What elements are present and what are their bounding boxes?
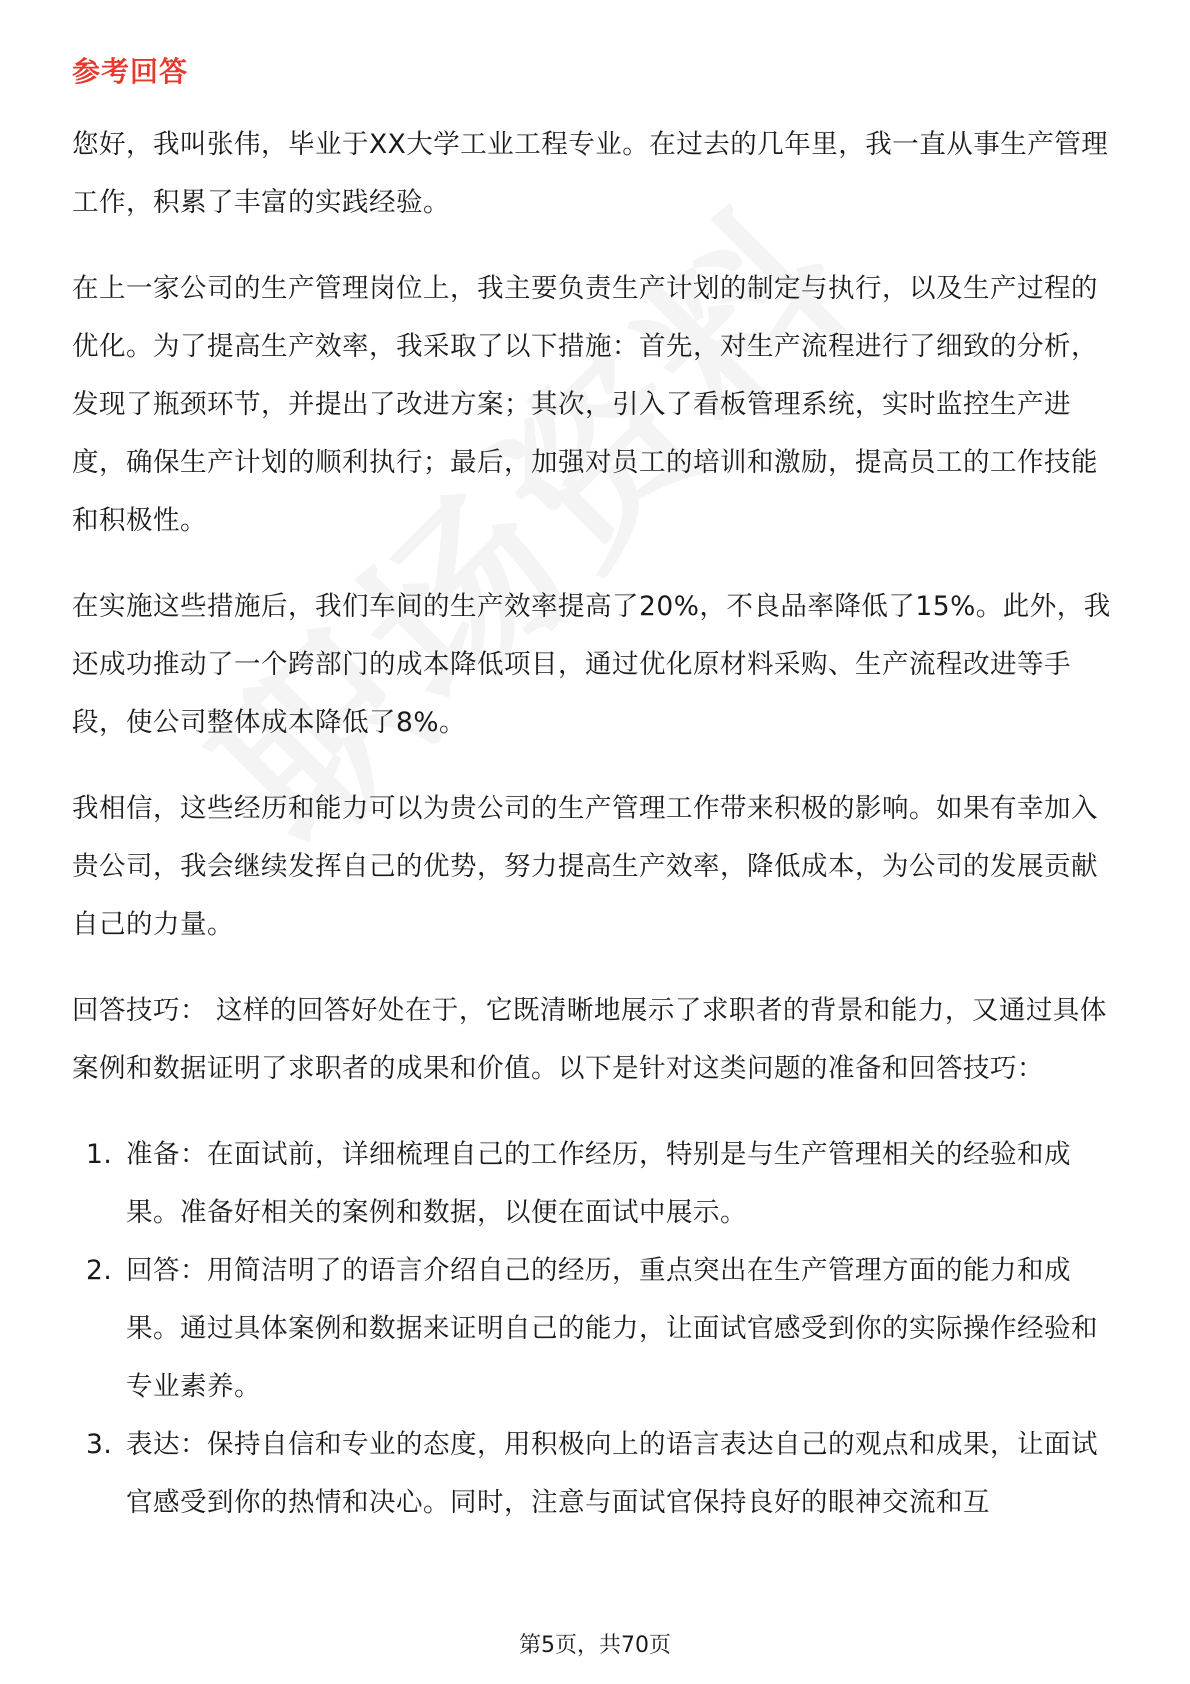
paragraph-experience: 在上一家公司的生产管理岗位上，我主要负责生产计划的制定与执行，以及生产过程的优化。为了提高生产效率，我采取了以下措施：首先，对生产流程进行了细致的分析，发现了瓶颈环节，并提出了改进方案；其次，引入了看板管理系统，实时监控生产进度，确保生产计划的顺利执行；最后，加强对员工的培训和激励，提高员工的工作技能和积极性。 [72,273,1098,536]
list-item [72,1126,1122,1242]
paragraph-conclusion: 我相信，这些经历和能力可以为贵公司的生产管理工作带来积极的影响。如果有幸加入贵公司，我会继续发挥自己的优势，努力提高生产效率，降低成本，为公司的发展贡献自己的力量。 [72,793,1098,940]
list-item [72,1242,1122,1416]
list-item-number: 1. [86,1139,113,1170]
answer-body [72,116,1122,1532]
tips-list [72,1126,1122,1532]
section-heading: 参考回答 [72,55,189,88]
page-number: 第5页，共70页 [519,1633,671,1658]
list-item-text: 表达：保持自信和专业的态度，用积极向上的语言表达自己的观点和成果，让面试官感受到你的热情和决心。同时，注意与面试官保持良好的眼神交流和互 [126,1429,1098,1518]
paragraph-intro: 您好，我叫张伟，毕业于XX大学工业工程专业。在过去的几年里，我一直从事生产管理工作，积累了丰富的实践经验。 [72,129,1109,218]
list-item [72,1416,1122,1532]
list-item-text: 回答：用简洁明了的语言介绍自己的经历，重点突出在生产管理方面的能力和成果。通过具体案例和数据来证明自己的能力，让面试官感受到你的实际操作经验和专业素养。 [126,1255,1098,1402]
list-item-number: 2. [86,1255,113,1286]
list-item-text: 准备：在面试前，详细梳理自己的工作经历，特别是与生产管理相关的经验和成果。准备好相关的案例和数据，以便在面试中展示。 [126,1139,1071,1228]
list-item-number: 3. [86,1429,113,1460]
paragraph-tips-intro: 回答技巧： 这样的回答好处在于，它既清晰地展示了求职者的背景和能力，又通过具体案例和数据证明了求职者的成果和价值。以下是针对这类问题的准备和回答技巧： [72,995,1107,1084]
paragraph-results: 在实施这些措施后，我们车间的生产效率提高了20%，不良品率降低了15%。此外，我还成功推动了一个跨部门的成本降低项目，通过优化原材料采购、生产流程改进等手段，使公司整体成本降低了8%。 [72,591,1111,738]
